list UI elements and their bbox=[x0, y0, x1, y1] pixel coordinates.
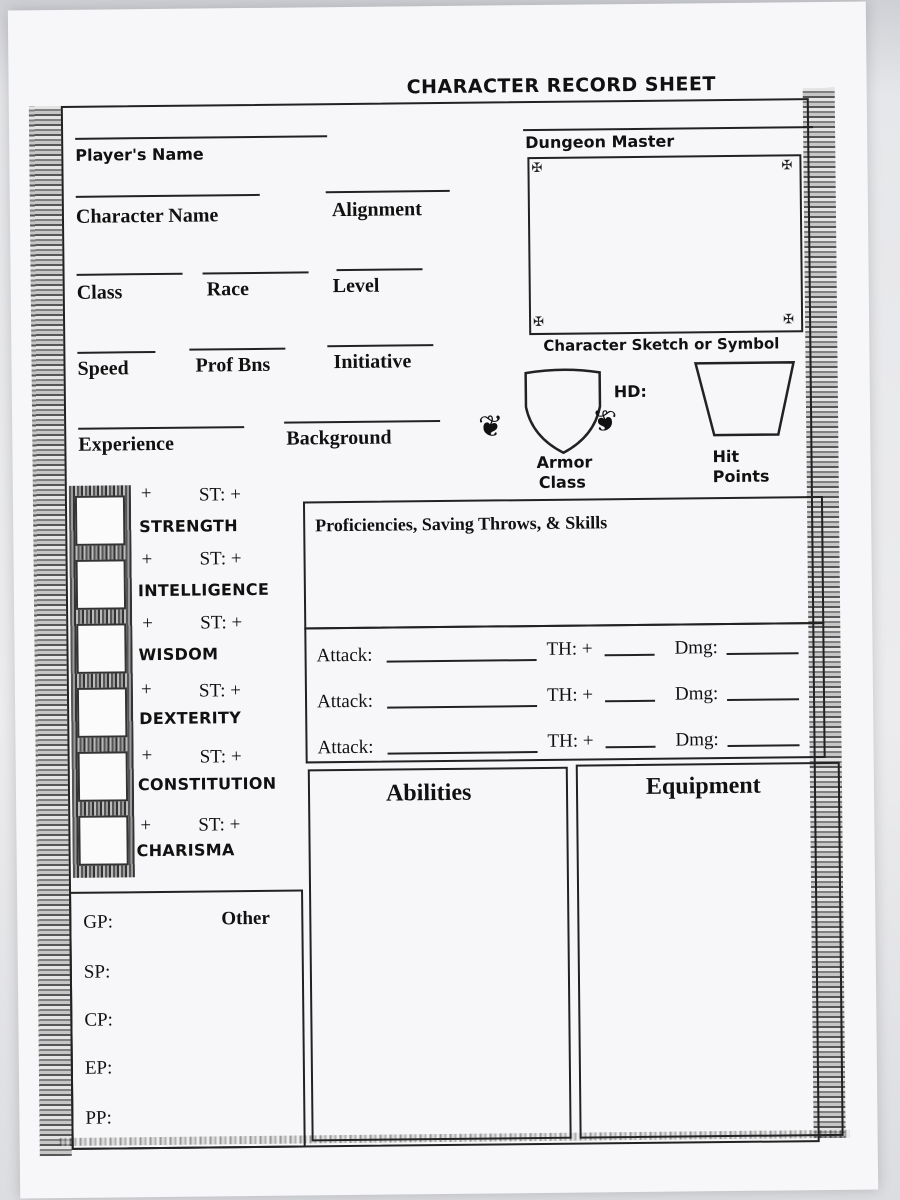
players-name-label: Player's Name bbox=[75, 144, 204, 165]
left-flourish-icon: ❦ bbox=[478, 409, 504, 445]
wisdom-mod: + bbox=[142, 613, 154, 635]
abilities-title: Abilities bbox=[385, 779, 472, 807]
right-flourish-icon: ❦ bbox=[591, 404, 618, 440]
constitution-mod: + bbox=[141, 745, 153, 767]
charisma-score-box[interactable] bbox=[78, 815, 129, 866]
charisma-mod: + bbox=[140, 815, 152, 837]
strength-mod: + bbox=[140, 483, 152, 505]
sketch-corner-icon: ✠ bbox=[533, 313, 545, 330]
alignment-label: Alignment bbox=[331, 198, 423, 222]
to-hit-label-1: TH: + bbox=[546, 638, 593, 660]
attack-label-1: Attack: bbox=[316, 644, 373, 667]
damage-label-3: Dmg: bbox=[675, 729, 719, 751]
dexterity-mod: + bbox=[140, 679, 152, 701]
prof-bonus-label: Prof Bns bbox=[195, 353, 271, 377]
equipment-box[interactable] bbox=[576, 762, 844, 1139]
hit-points-label-1: Hit bbox=[712, 446, 740, 467]
armor-class-label-1: Armor bbox=[536, 452, 593, 473]
intelligence-save: ST: + bbox=[199, 548, 242, 570]
attack-label-3: Attack: bbox=[317, 736, 374, 759]
abilities-box[interactable] bbox=[308, 767, 572, 1142]
pp-label: PP: bbox=[85, 1107, 112, 1129]
damage-label-2: Dmg: bbox=[674, 683, 719, 705]
sketch-corner-icon: ✠ bbox=[531, 159, 543, 176]
charisma-label: CHARISMA bbox=[136, 840, 235, 861]
proficiencies-title: Proficiencies, Saving Throws, & Skills bbox=[315, 512, 608, 536]
to-hit-label-3: TH: + bbox=[547, 730, 594, 752]
background-label: Background bbox=[286, 426, 392, 450]
dungeon-master-label: Dungeon Master bbox=[525, 131, 675, 153]
intelligence-label: INTELLIGENCE bbox=[137, 579, 270, 601]
constitution-save: ST: + bbox=[199, 746, 242, 768]
gp-label: GP: bbox=[83, 911, 114, 933]
dexterity-save: ST: + bbox=[198, 680, 242, 702]
speed-label: Speed bbox=[77, 357, 129, 380]
sp-label: SP: bbox=[83, 961, 111, 983]
intelligence-mod: + bbox=[141, 549, 153, 571]
armor-class-label-2: Class bbox=[538, 472, 586, 492]
cp-label: CP: bbox=[84, 1009, 114, 1031]
to-hit-label-2: TH: + bbox=[546, 684, 594, 706]
charisma-save: ST: + bbox=[198, 814, 241, 836]
level-label: Level bbox=[332, 274, 380, 298]
wisdom-score-box[interactable] bbox=[76, 623, 127, 674]
initiative-label: Initiative bbox=[333, 350, 412, 374]
equipment-title: Equipment bbox=[645, 772, 761, 800]
ep-label: EP: bbox=[84, 1057, 113, 1079]
character-name-label: Character Name bbox=[75, 204, 219, 228]
character-sketch-box[interactable] bbox=[527, 154, 803, 335]
wisdom-label: WISDOM bbox=[138, 644, 219, 665]
strength-label: STRENGTH bbox=[139, 516, 238, 537]
hit-points-label-2: Points bbox=[712, 466, 770, 487]
dexterity-score-box[interactable] bbox=[77, 687, 128, 738]
record-sheet-paper bbox=[8, 2, 878, 1199]
strength-save: ST: + bbox=[198, 484, 241, 506]
hd-label: HD: bbox=[613, 381, 648, 402]
damage-label-1: Dmg: bbox=[674, 637, 718, 659]
sheet-title: CHARACTER RECORD SHEET bbox=[406, 73, 716, 99]
experience-label: Experience bbox=[78, 432, 174, 456]
constitution-score-box[interactable] bbox=[78, 751, 129, 802]
class-label: Class bbox=[76, 281, 123, 304]
hit-points-box-icon bbox=[691, 358, 798, 439]
intelligence-score-box[interactable] bbox=[76, 559, 127, 610]
strength-score-box[interactable] bbox=[75, 495, 126, 546]
other-label: Other bbox=[221, 907, 270, 930]
attack-label-2: Attack: bbox=[316, 690, 374, 713]
wisdom-save: ST: + bbox=[200, 612, 243, 634]
constitution-label: CONSTITUTION bbox=[137, 773, 277, 795]
sketch-corner-icon: ✠ bbox=[782, 311, 795, 327]
sketch-caption: Character Sketch or Symbol bbox=[543, 334, 780, 355]
sketch-corner-icon: ✠ bbox=[781, 157, 793, 173]
dexterity-label: DEXTERITY bbox=[139, 708, 242, 729]
race-label: Race bbox=[206, 278, 250, 301]
